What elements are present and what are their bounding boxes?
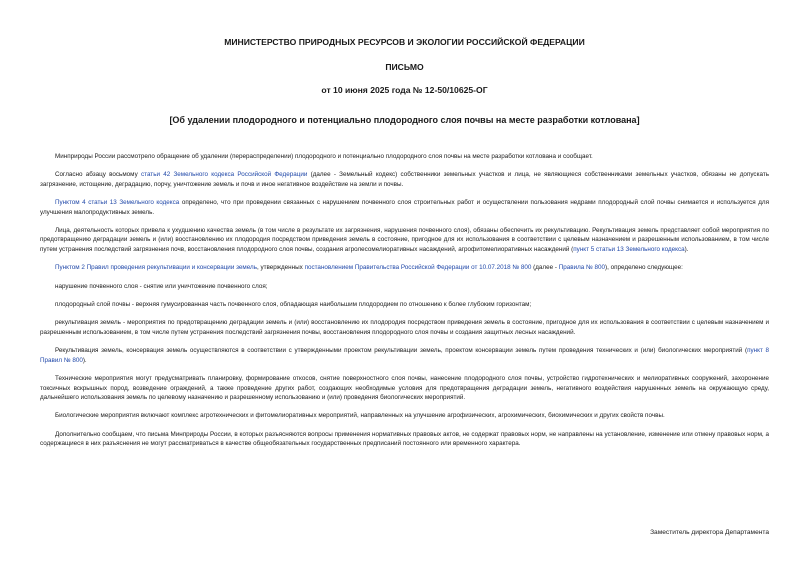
paragraph-biological-measures: Биологические мероприятия включают комплекс агротехнических и фитомелиоративных мероприятий, направленных на улучшение агрофизических, агрохимических, биохимических и других свойств почвы.: [55, 412, 665, 420]
link-land-code-art13-p5[interactable]: пункт 5 статьи 13 Земельного кодекса: [573, 245, 685, 253]
paragraph-technical-measures: Технические мероприятия могут предусматривать планировку, формирование откосов, снятие поверхностного слоя почвы, нанесение плодородного слоя почвы, устройство гидротехнических и мелиоративных сооружений, захоронение токсичных вскрышных пород, возведение ограждений, а также проведение других работ, создающих необходимые условия для предотвращения деградации земель, негативного воздействия нарушенных земель на окружающую среду, дальнейшего использования земель по целевому назначению и разрешенному использованию и (или) проведения биологических мероприятий.: [40, 375, 769, 401]
link-rules-item-2[interactable]: Пунктом 2 Правил проведения рекультивации и консервации земель: [55, 264, 257, 272]
paragraph-intro: Минприроды России рассмотрело обращение об удалении (перераспределении) плодородного и потенциально плодородного слоя почвы на месте разработки котлована и сообщает.: [55, 153, 593, 160]
paragraph-disclaimer: Дополнительно сообщаем, что письма Минприроды России, в которых разъясняются вопросы применения нормативных правовых актов, не содержат правовых норм, не направлены на установление, изменение или отмену правовых норм, а содержащиеся в них разъяснения не могут рассматриваться в качестве общеобязательных государственных предписаний постоянного или временного характера.: [40, 430, 769, 448]
paragraph-reclamation-project: Рекультивация земель, консервация земель осуществляются в соответствии с утвержденными проектом рекультивации земель, проектом консервации земель путем проведения технических и (или) биологических мероприятий (пункт 8 Правил № 800).: [40, 347, 770, 364]
paragraph-land-code-art42: Согласно абзацу восьмому статьи 42 Земельного кодекса Российской Федерации (далее - Земельный кодекс) собственники земельных участков и лица, не являющиеся собственниками земельных участков, обязаны не допускать загрязнение, истощение, деградацию, порчу, уничтожение земель и почв и иное негативное воздействие на земли и почвы.: [40, 171, 769, 188]
link-government-decree-800[interactable]: постановлением Правительства Российской Федерации от 10.07.2018 № 800: [304, 264, 532, 272]
paragraph-land-code-art13-p4: Пунктом 4 статьи 13 Земельного кодекса определено, что при проведении связанных с нарушением почвенного слоя строительных работ и осуществлении пользования недрами плодородный слой почвы снимается и используется для улучшения малопродуктивных земель.: [40, 199, 770, 216]
link-rules-item-8[interactable]: пункт 8 Правил № 800: [40, 347, 770, 364]
paragraph-definition-disturbance: нарушение почвенного слоя - снятие или уничтожение почвенного слоя;: [55, 282, 268, 290]
link-land-code-art13-p4[interactable]: Пунктом 4 статьи 13 Земельного кодекса: [55, 199, 180, 207]
link-land-code-art42[interactable]: статьи 42 Земельного кодекса Российской Федерации: [140, 171, 308, 179]
paragraph-reclamation-obligation: Лица, деятельность которых привела к ухудшению качества земель (в том числе в результате их загрязнения, нарушения почвенного слоя), обязаны обеспечить их рекультивацию. Рекультивация земель представляет собой мероприятия по предотвращению деградации земель и (или) восстановлению их плодородия посредством приведения земель в состояние, пригодное для их использования в соответствии с целевым назначением и разрешенным использованием, в том числе путем устранения последствий загрязнения почв, восстановления плодородного слоя почвы, создания агролесомелиоративных насаждений, агрофитомелиоративных насаждений (пункт 5 статьи 13 Земельного кодекса).: [40, 227, 769, 253]
document-subject: [Об удалении плодородного и потенциально плодородного слоя почвы на месте разработки котлована]: [169, 115, 640, 125]
ministry-title: МИНИСТЕРСТВО ПРИРОДНЫХ РЕСУРСОВ И ЭКОЛОГИИ РОССИЙСКОЙ ФЕДЕРАЦИИ: [224, 37, 585, 47]
document-type: ПИСЬМО: [385, 62, 424, 72]
link-rules-800[interactable]: Правила № 800: [558, 264, 606, 272]
signature-line: Заместитель директора Департамента: [650, 529, 769, 536]
paragraph-rules-800: Пунктом 2 Правил проведения рекультивации и консервации земель, утвержденных постановлением Правительства Российской Федерации от 10.07.2018 № 800 (далее - Правила № 800), определено следующее:: [55, 264, 683, 272]
paragraph-definition-fertile-layer: плодородный слой почвы - верхняя гумусированная часть почвенного слоя, обладающая наибольшим плодородием по отношению к более глубоким горизонтам;: [55, 301, 532, 309]
document-date-number: от 10 июня 2025 года № 12-50/10625-ОГ: [321, 85, 488, 95]
paragraph-definition-reclamation: рекультивация земель - мероприятия по предотвращению деградации земель и (или) восстановлению их плодородия посредством приведения земель в состояние, пригодное для их использования в соответствии с целевым назначением и разрешенным использованием, в том числе путем устранения последствий загрязнения почвы, восстановления плодородного слоя почвы и создания защитных лесных насаждений.: [40, 319, 769, 336]
document-body: [40, 152, 769, 449]
